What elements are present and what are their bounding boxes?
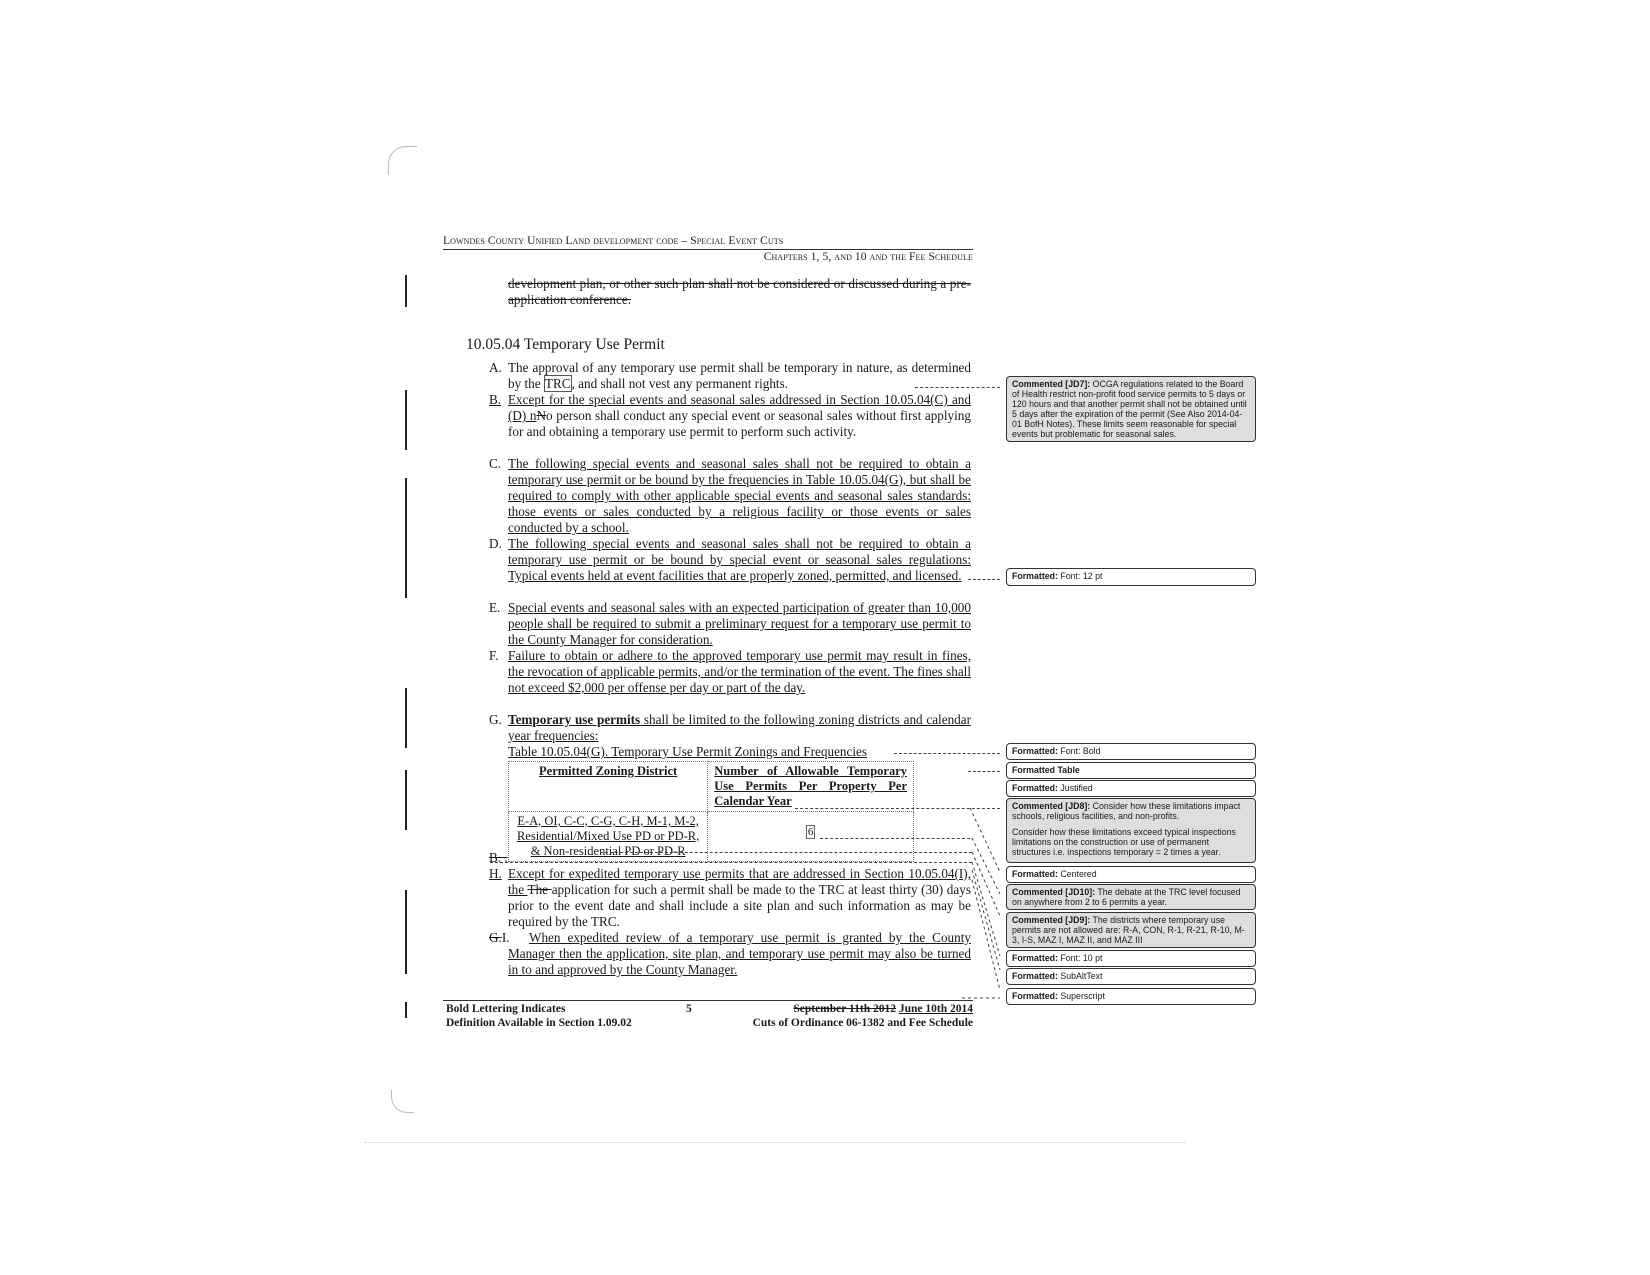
comment-balloon-jd7[interactable]: Commented [JD7]: OCGA regulations related to the Board of Health restrict non-profit food service permits to 5 days or 120 hours and that another permit shall not be obtained until 5 days after the expiration of the permit (See Also 2014-04-01 BofH Notes). These limits seem reasonable for special events but problematic for seasonal sales.: [1006, 376, 1256, 442]
footer-rule: [443, 1000, 973, 1001]
scan-line-bottom: [365, 1142, 1185, 1143]
item-label: D.: [489, 536, 502, 551]
comment-leader-line: [915, 387, 1000, 388]
item-label: H.: [489, 866, 502, 881]
item-label: E.: [489, 600, 501, 615]
formatted-balloon-font-12pt[interactable]: Formatted: Font: 12 pt: [1006, 568, 1256, 586]
item-label: A.: [489, 360, 502, 375]
item-label: G.I.: [489, 930, 510, 945]
formatted-balloon-font-10pt[interactable]: Formatted: Font: 10 pt: [1006, 950, 1256, 967]
table-header-cell: Number of Allowable Temporary Use Permits Per Property Per Calendar Year: [708, 762, 914, 812]
comment-balloon-jd9[interactable]: Commented [JD9]: The districts where temporary use permits are not allowed are: R-A, CON, R-1, R-21, R-10, M-3, I-S, MAZ I, MAZ II, and MAZ III: [1006, 912, 1256, 948]
footer-left: Bold Lettering Indicates Definition Available in Section 1.09.02: [446, 1003, 632, 1029]
comment-leader-line: [820, 838, 970, 839]
change-bar: [405, 770, 407, 830]
change-bar: [405, 390, 407, 450]
scan-mark-bottom: [391, 1090, 414, 1113]
footer-right: September 11th 2012 June 10th 2014 Cuts of Ordinance 06-1382 and Fee Schedule: [752, 1003, 973, 1029]
struck-intro-text: development plan, or other such plan shall not be considered or discussed during a pre-application conference.: [508, 276, 971, 307]
comment-balloon-jd8[interactable]: Commented [JD8]: Consider how these limitations impact schools, religious facilities, and non-profits. Consider how these limitations exceed typical inspections limitations on the construction or use of permanent structures i.e. inspections temporary = 2 times a year.: [1006, 798, 1256, 863]
change-bar: [405, 478, 407, 598]
comment-leader-line: [968, 579, 1000, 580]
scan-mark-top: [388, 146, 417, 175]
list-item-f: F. Failure to obtain or adhere to the approved temporary use permit may result in fines, the revocation of applicable permits, and/or the termination of the event. The fines shall not exceed $2,000 per offense per day or part of the day.: [489, 648, 971, 695]
list-item-b: B. Except for the special events and seasonal sales addressed in Section 10.05.04(C) and (D) nNo person shall conduct any special event or seasonal sales without first applying for and obtaining a temporary use permit to perform such activity.: [489, 392, 971, 439]
list-item-i: G.I. When expedited review of a temporary use permit is granted by the County Manager then the application, site plan, and temporary use permit may also be turned in to and approved by the County Manager.: [489, 930, 971, 977]
comment-leader-line: [490, 862, 972, 863]
zoning-frequency-table: [508, 761, 914, 862]
header-rule: [443, 249, 973, 250]
list-item-d: D. The following special events and seasonal sales shall not be required to obtain a temporary use permit or be bound by special event or seasonal sales regulations: Typical events held at event facilities that are properly zoned, permitted, and licensed.: [489, 536, 971, 583]
list-item-a: A. The approval of any temporary use permit shall be temporary in nature, as determined by the TRC, and shall not vest any permanent rights.: [489, 360, 971, 391]
table-header-cell: Permitted Zoning District: [509, 762, 708, 812]
section-title: 10.05.04 Temporary Use Permit: [466, 336, 665, 353]
change-bar: [405, 890, 407, 974]
formatted-balloon-centered[interactable]: Formatted: Centered: [1006, 866, 1256, 883]
change-bar: [405, 275, 407, 307]
table-cell-districts: E-A, OI, C-C, C-G, C-H, M-1, M-2, Residential/Mixed Use PD or PD-R, & Non-residential PD or PD-R: [509, 812, 708, 862]
list-item-h: H. Except for expedited temporary use permits that are addressed in Section 10.05.04(I), the The application for such a permit shall be made to the TRC at least thirty (30) days prior to the event date and shall include a site plan and such information as may be required by the TRC.: [489, 866, 971, 929]
comment-balloon-jd10[interactable]: Commented [JD10]: The debate at the TRC level focused on anywhere from 2 to 6 permits a year.: [1006, 884, 1256, 910]
item-label: B.: [489, 392, 502, 407]
formatted-balloon-superscript[interactable]: Formatted: Superscript: [1006, 988, 1256, 1005]
formatted-balloon-bold[interactable]: Formatted: Font: Bold: [1006, 743, 1256, 760]
page-number: 5: [686, 1003, 692, 1015]
change-bar: [405, 688, 407, 748]
trc-highlight: TRC: [544, 376, 571, 391]
list-item-e: E. Special events and seasonal sales with an expected participation of greater than 10,000 people shall be required to submit a preliminary request for a temporary use permit to the County Manager for consideration.: [489, 600, 971, 647]
formatted-balloon-subalttext[interactable]: Formatted: SubAltText: [1006, 968, 1256, 985]
formatted-balloon-table[interactable]: Formatted Table: [1006, 762, 1256, 779]
change-bar: [405, 1002, 407, 1018]
table-caption: Table 10.05.04(G). Temporary Use Permit Zonings and Frequencies: [508, 744, 868, 759]
table-cell-value: 6: [708, 812, 914, 862]
running-header-chapters: Chapters 1, 5, and 10 and the Fee Schedule: [763, 251, 973, 263]
item-label: G.: [489, 712, 502, 727]
list-item-c: C. The following special events and seasonal sales shall not be required to obtain a temporary use permit or be bound by the frequencies in Table 10.05.04(G), but shall be required to comply with other applicable special events and seasonal sales standards: those events or sales conducted by a religious facility or those events or sales conducted by a school.: [489, 456, 971, 535]
item-label: C.: [489, 456, 502, 471]
formatted-balloon-justified[interactable]: Formatted: Justified: [1006, 780, 1256, 797]
running-header-title: Lowndes County Unified Land development code – Special Event Cuts: [443, 235, 784, 247]
list-item-g: G. Temporary use permits shall be limited to the following zoning districts and calendar year frequencies:: [489, 712, 971, 743]
comment-leader-line: [600, 852, 972, 853]
struck-item-b: B. .: [489, 850, 508, 865]
item-label: F.: [489, 648, 499, 663]
